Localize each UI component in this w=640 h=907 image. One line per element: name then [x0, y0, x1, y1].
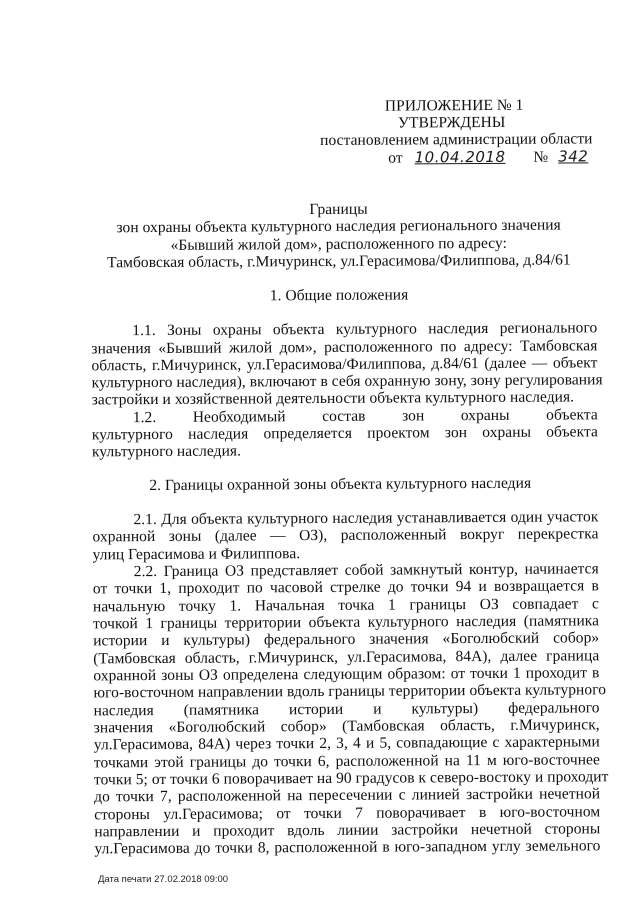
approved-label: УТВЕРЖДЕНЫ	[397, 113, 506, 132]
resolution-date-row	[388, 147, 588, 167]
section-2-line: улиц Герасимова и Филиппова.	[92, 545, 301, 564]
section-2-line: юго-восточном направлении вдоль границы территории объекта культурного	[93, 681, 607, 702]
section-2-line: точкой 1 границы территории объекта культурного наследия (памятника	[93, 612, 600, 633]
section-2-line: от точки 1, проходит по часовой стрелке до точки 94 и возвращается в	[92, 577, 599, 598]
section-1-line: культурного наследия.	[91, 442, 242, 461]
section-2-line: ул.Герасимова до точки 8, расположенной в юго-западном углу земельного	[94, 837, 601, 858]
section-2-line: до точки 7, расположенной на пересечении с линией застройки нечетной	[94, 785, 601, 806]
section-1-line: культурного наследия определяется проектом зон охраны объекта	[91, 423, 598, 444]
section-2-line: стороны ул.Герасимова; от точки 7 поворачивает в юго-восточном	[94, 803, 601, 824]
section-1-heading: 1. Общие положения	[269, 286, 409, 305]
title-line-1: Границы	[309, 200, 368, 219]
section-1-line: застройки и хозяйственной деятельности объекта культурного наследия.	[91, 388, 575, 409]
section-2-line: 2.2. Граница ОЗ представляет собой замкнутый контур, начинается	[133, 560, 599, 581]
section-2-line: охранной зоны ОЗ определена следующим образом: от точки 1 проходит в	[93, 664, 600, 685]
section-2-line: охранной зоны (далее — ОЗ), расположенный вокруг перекрестка	[92, 525, 599, 546]
section-1-line: область, г.Мичуринск, ул.Герасимова/Филиппова, д.84/61 (далее — объект	[91, 354, 598, 375]
section-1-line: 1.1. Зоны охраны объекта культурного наследия регионального	[132, 319, 598, 340]
section-2-line: точками этой границы до точки 6, расположенной на 11 м юго-восточнее	[93, 751, 600, 772]
title-line-3: «Бывший жилой дом», расположенного по адресу:	[170, 234, 507, 254]
section-1-line: культурного наследия), включают в себя охранную зону, зону регулирования	[91, 371, 603, 392]
number-prefix: №	[533, 148, 549, 166]
title-line-2: зон охраны объекта культурного наследия регионального значения	[116, 216, 561, 237]
date-prefix: от	[388, 149, 403, 167]
section-2-line: точки 5; от точки 6 поворачивает на 90 градусов к северо-востоку и проходит	[93, 768, 609, 789]
handwritten-date: 10.04.2018	[414, 147, 506, 167]
section-2-line: наследия (памятника истории и культуры) федерального	[93, 699, 600, 720]
section-1-line: значения «Бывший жилой дом», расположенного по адресу: Тамбовская	[91, 337, 598, 358]
print-date: Дата печати 27.02.2018 09:00	[98, 874, 229, 885]
section-1-line: 1.2. Необходимый состав зон охраны объекта	[132, 406, 598, 427]
appendix-label: ПРИЛОЖЕНИЕ № 1	[384, 96, 524, 115]
handwritten-number: 342	[558, 147, 589, 166]
section-2-line: (Тамбовская область, г.Мичуринск, ул.Герасимова, 84А), далее граница	[93, 647, 600, 668]
title-line-4: Тамбовская область, г.Мичуринск, ул.Герасимова/Филиппова, д.84/61	[106, 251, 571, 272]
section-2-line: 2.1. Для объекта культурного наследия устанавливается один участок	[133, 508, 599, 529]
section-2-line: направлении и проходит вдоль линии застройки нечетной стороны	[94, 820, 601, 841]
section-2-line: начальную точку 1. Начальная точка 1 границы ОЗ совпадает с	[92, 595, 599, 616]
section-2-heading: 2. Границы охранной зоны объекта культурного наследия	[149, 474, 532, 495]
section-2-line: ул.Герасимова, 84А) через точки 2, 3, 4 и 5, совпадающие с характерными	[93, 733, 600, 754]
section-2-line: значения «Боголюбский собор» (Тамбовская область, г.Мичуринск,	[93, 716, 600, 737]
section-2-line: истории и культуры) федерального значения «Боголюбский собор»	[93, 629, 600, 650]
resolution-label: постановлением администрации области	[320, 130, 593, 149]
